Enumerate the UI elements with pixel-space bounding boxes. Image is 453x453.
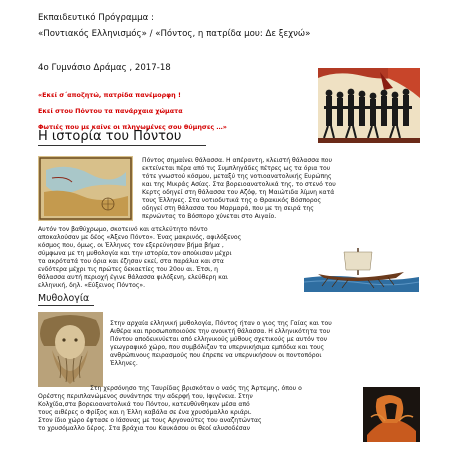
school-year: 4ο Γυμνάσιο Δράμας , 2017-18 (38, 63, 171, 73)
mythology-p1-line: Αιθέρα και προσωποποιούσε την ανοικτή θάλασσα. Η ελληνικότητα του (110, 328, 330, 336)
section-mythology-title: Μυθολογία (38, 293, 90, 304)
mythology-p1-line: Πόντου αποδεικνύεται από ελληνικούς μύθους σχετικούς με αυτόν τον (110, 336, 327, 344)
quote-block (38, 90, 227, 132)
ancient-ship-art (304, 242, 419, 292)
history-paragraph-1 (142, 157, 336, 221)
antique-map (38, 156, 133, 221)
mythology-p1-line: Στην αρχαία ελληνική μυθολογία, Πόντος ήταν ο γιος της Γαίας και του (110, 320, 332, 327)
history-p1-line: οδηγεί στη θάλασσα του Μαρμαρά, που με τη σειρά της (142, 205, 314, 213)
dancers-painting (318, 68, 420, 143)
history-p1-line: Κερτς οδηγεί στη θάλασσα του Αζόφ, τη Μαιώτιδα λίμνη κατά (142, 189, 335, 197)
history-p2-line: Αυτόν τον βαθύχρωμο, σκοτεινό και ατελεύτητο πόντο (38, 226, 208, 233)
section-history-title: Η ιστορία του Πόντου (38, 129, 182, 144)
mythology-p1-line: γεωγραφικό χώρο, που συμβόλιζαν τα υπερνικήσιμα εμπόδια και τους (110, 344, 325, 352)
history-p1-line: τους Έλληνες. Στα νοτιοδυτικά της ο Θρακικός Βόσπορος (142, 197, 322, 205)
history-paragraph-2 (38, 226, 241, 290)
section-mythology-underline (38, 305, 94, 306)
mythology-p1-line: ανθρώπινους πειρασμούς που έπρεπε να υπερνικήσουν οι ποντοπόροι (110, 352, 322, 360)
mythology-p2-line: τους αιθέρες ο Φρίξος και η Έλλη καβάλα σε ένα χρυσόμαλλο κριάρι. (38, 409, 252, 417)
history-p2-line: τα ακρότατά του όρια και έζησαν εκεί, στα παράλια και στα (38, 258, 224, 266)
mythology-p1-line: Έλληνες. (110, 360, 138, 368)
history-p2-line: θάλασσα αυτή περιοχή έγινε θάλασσα φιλόξενη, ελεύθερη και (38, 274, 228, 282)
dancers-painting-art (318, 68, 420, 143)
bearded-god-statue (38, 312, 103, 387)
antique-map-art (38, 156, 133, 221)
vase-fresco-art (363, 387, 420, 442)
history-p1-line: και της Μικράς Ασίας. Στα βορειοανατολικά της, το στενό του (142, 181, 336, 189)
history-p2-line: σύμφωνα με τη μυθολογία και την ιστορία,τον αποίκισαν μέχρι (38, 250, 232, 258)
quote-line-1: «Εκεί σ΄αποζητώ, πατρίδα πανέμορφη ! (38, 91, 181, 99)
mythology-p2-line: Στη χερσόνησο της Ταυρίδας βρισκόταν ο ναός της Άρτεμης, όπου ο (90, 385, 302, 392)
history-p2-line: ελληνική, δηλ. «Εύξεινος Πόντος». (38, 282, 146, 290)
history-p2-line: κόσμος που, όμως, οι Έλληνες τον εξερεύνησαν βήμα βήμα , (38, 242, 224, 250)
program-title: Εκπαιδευτικό Πρόγραμμα : (38, 13, 154, 23)
mythology-p2-line: Ορέστης περιπλανώμενος συνάντησε την αδερφή του, Ιφιγένεια. Στην (38, 393, 253, 401)
history-p2-line: αποκαλούσαν με δέος «Άξενο Πόντο». Ένας μακρινός, αφιλόξενος (38, 234, 242, 242)
mythology-p2-line: Κολχίδα,στα βορειοανατολικά του Πόντου, κατευθύνθηκαν μέσα από (38, 401, 250, 409)
mythology-p2-line: το χρυσόμαλλο δέρος. Στα βράχια του Καυκάσου οι θεοί αλυσοδέσαν (38, 425, 251, 433)
mythology-paragraph-2 (38, 385, 302, 433)
mythology-p2-line: Στον ίδιο χώρο έφτασε ο Ιάσονας με τους Αργοναύτες του αναζητώντας (38, 417, 262, 425)
ancient-ship (304, 242, 419, 292)
mythology-paragraph-1 (110, 320, 332, 368)
program-subtitle: «Ποντιακός Ελληνισμός» / «Πόντος, η πατρίδα μου: Δε ξεχνώ» (38, 29, 311, 39)
history-p2-line: ενδότερα μέχρι τις πρώτες δεκαετίες του 20ου αι. Έτσι, η (38, 266, 218, 274)
history-p1-line: τότε γνωστού κόσμου, μεταξύ της νοτιοανατολικής Ευρώπης (142, 173, 332, 181)
history-p1-line: Πόντος σημαίνει θάλασσα. Η απέραντη, κλειστή θάλασσα που (142, 157, 333, 164)
vase-fresco (363, 387, 420, 442)
history-p1-line: εκτείνεται πέρα από τις Συμπληγάδες πέτρες ως τα όρια του (142, 165, 331, 173)
quote-line-3: Φωτιές που με καίνε οι πληγωμένες σου θύμησες …» (38, 123, 227, 131)
history-p1-line: περνώντας το Βόσπορο χύνεται στο Αιγαίο. (142, 213, 277, 221)
bearded-god-statue-art (38, 312, 103, 387)
quote-line-2: Εκεί στου Πόντου τα πανάρχαια χώματα (38, 107, 183, 115)
section-history-underline (38, 145, 206, 146)
